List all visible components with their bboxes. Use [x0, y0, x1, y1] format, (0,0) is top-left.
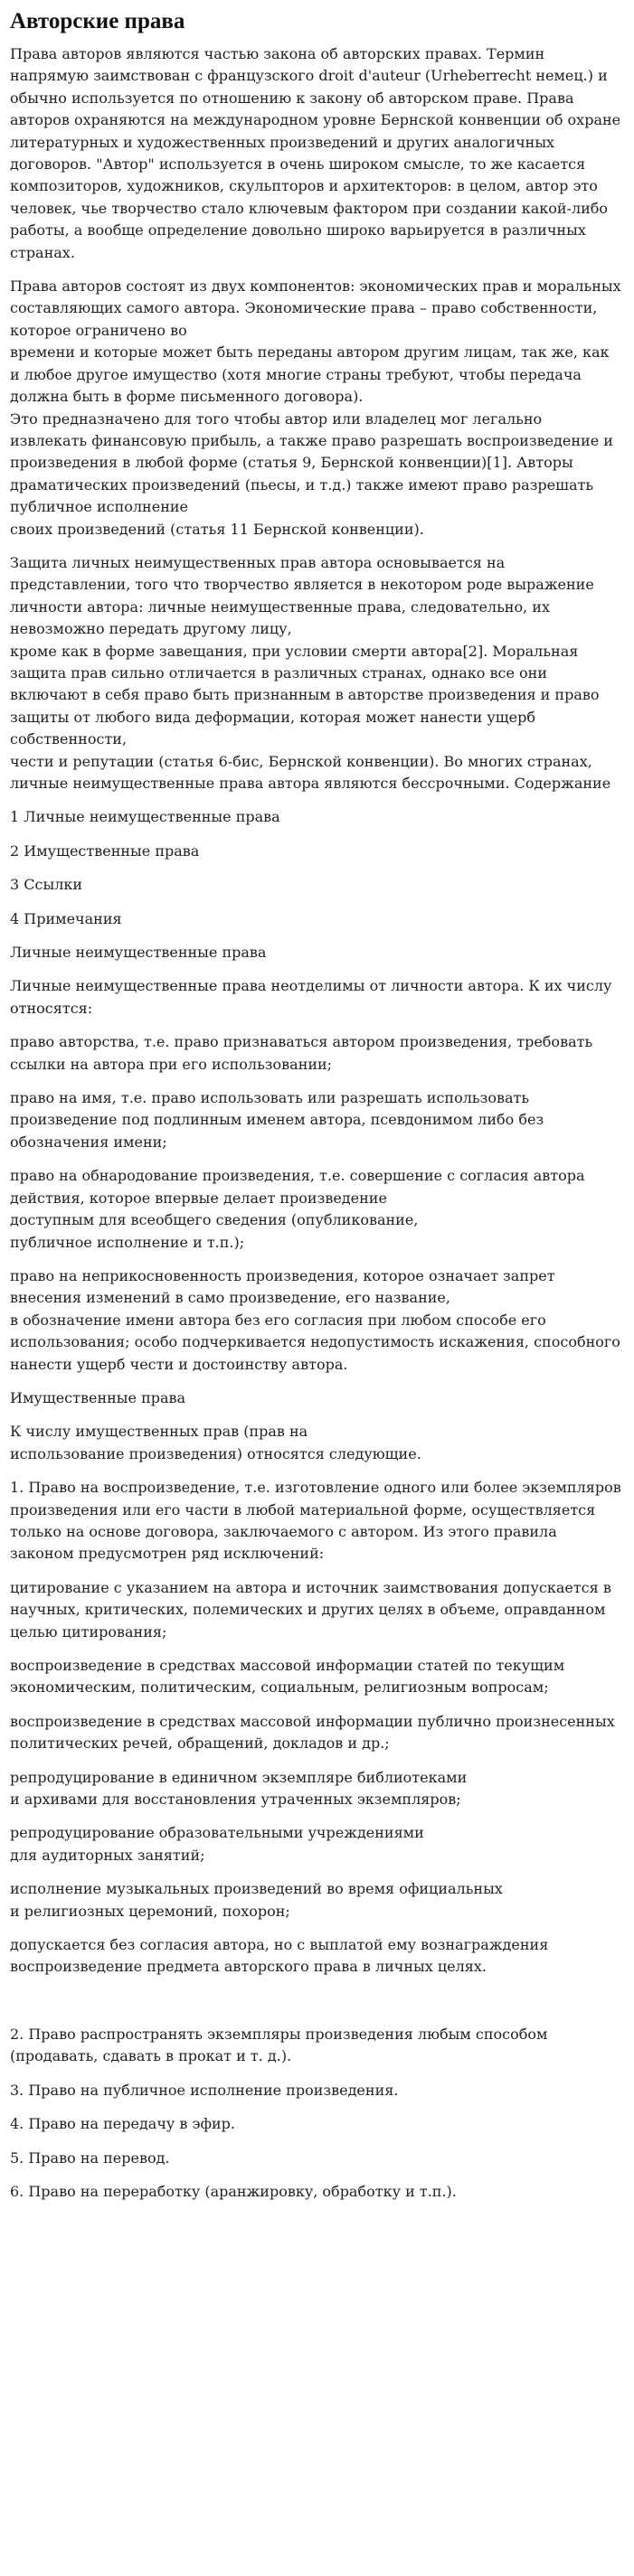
paragraph: Права авторов состоят из двух компонентов: экономических прав и моральных составляющих самого автора. Экономические права – право собственности, которое ограничено во времени и которые может быть переданы автором другим лицам, так же, как и любое другое имущество (хотя многие страны требуют, чтобы передача должна быть в форме письменного договора). Это предназначено для того чтобы автор или владелец мог легально извлекать финансовую прибыль, а также право разрешать воспроизведение и произведения в любой форме (статья 9, Бернской конвенции)[1]. Авторы драматических произведений (пьесы, и т.д.) также имеют право разрешать публичное исполнение своих произведений (статья 11 Бернской конвенции). [10, 277, 621, 538]
paragraph: репродуцирование в единичном экземпляре библиотеками и архивами для восстановления утраченных экземпляров; [10, 1768, 468, 1809]
paragraph: право на обнародование произведения, т.е. совершение с согласия автора действия, которое впервые делает произведение доступным для всеобщего сведения (опубликование, публичное исполнение и т.п.); [10, 1167, 585, 1251]
paragraph: репродуцирование образовательными учреждениями для аудиторных занятий; [10, 1824, 424, 1864]
paragraph: цитирование с указанием на автора и источник заимствования допускается в научных, критических, полемических и других целях в объеме, оправданном целью цитирования; [10, 1578, 611, 1641]
paragraph: исполнение музыкальных произведений во время официальных и религиозных церемоний, похорон; [10, 1880, 503, 1920]
paragraph: право на имя, т.е. право использовать или разрешать использовать произведение под подлинным именем автора, псевдонимом либо без обозначения имени; [10, 1089, 544, 1151]
paragraph: 2. Право распространять экземпляры произведения любым способом (продавать, сдавать в прокат и т. д.). [10, 2025, 548, 2065]
paragraph: право на неприкосновенность произведения, которое означает запрет внесения изменений в само произведение, его название, в обозначение имени автора без его согласия при любом способе его использования; особо подчеркивается недопустимость искажения, способного нанести ущерб чести и достоинству автора. [10, 1266, 620, 1373]
paragraph: Права авторов являются частью закона об авторских правах. Термин напрямую заимствован с французского droit d'auteur (Urheberrecht немец.) и обычно используется по отношению к закону об авторском праве. Права авторов охраняются на международном уровне Бернской конвенции об охране литературных и художественных произведений и других аналогичных договоров. "Автор" используется в очень широком смысле, то же касается композиторов, художников, скульпторов и архитекторов: в целом, автор это человек, чье творчество стало ключевым фактором при создании какой-либо работы, а вообще определение довольно широко варьируется в различных странах. [10, 45, 621, 261]
paragraph: 3. Право на публичное исполнение произведения. [10, 2081, 399, 2099]
paragraph: Защита личных неимущественных прав автора основывается на представлении, того что творчество является в некотором роде выражение личности автора: личные неимущественные права, следовательно, их невозможно передать другому лицу, кроме как в форме завещания, при условии смерти автора[2]. Моральная защита прав сильно отличается в различных странах, однако все они включают в себя право быть признанным в авторстве произведения и право защиты от любого вида деформации, которая может нанести ущерб собственности, чести и репутации (статья 6-бис, Бернской конвенции). Во многих странах, личные неимущественные права автора являются бессрочными. Содержание [10, 553, 611, 792]
paragraph [10, 1990, 621, 2012]
paragraph: право авторства, т.е. право признаваться автором произведения, требовать ссылки на автора при его использовании; [10, 1033, 593, 1073]
paragraph: 5. Право на перевод. [10, 2148, 170, 2167]
paragraph: К числу имущественных прав (прав на использование произведения) относятся следующие. [10, 1423, 421, 1462]
paragraph: 4 Примечания [10, 909, 122, 927]
paragraph: 3 Ссылки [10, 876, 83, 894]
paragraph: 1. Право на воспроизведение, т.е. изготовление одного или более экземпляров произведения или его части в любой материальной форме, осуществляется только на основе договора, заключаемого с автором. Из этого правила законом предусмотрен ряд исключений: [10, 1479, 621, 1563]
paragraph: допускается без согласия автора, но с выплатой ему вознаграждения воспроизведение предмета авторского права в личных целях. [10, 1936, 549, 1976]
paragraph: воспроизведение в средствах массовой информации публично произнесенных политических речей, обращений, докладов и др.; [10, 1712, 615, 1753]
page-title: Авторские права [10, 9, 185, 33]
document-body [10, 43, 621, 2203]
paragraph: 6. Право на переработку (аранжировку, обработку и т.п.). [10, 2182, 457, 2200]
paragraph: Личные неимущественные права неотделимы от личности автора. К их числу относятся: [10, 977, 612, 1017]
paragraph: Личные неимущественные права [10, 944, 267, 962]
paragraph: 4. Право на передачу в эфир. [10, 2115, 235, 2133]
paragraph: 1 Личные неимущественные права [10, 808, 280, 826]
paragraph: Имущественные права [10, 1388, 186, 1406]
paragraph: 2 Имущественные права [10, 841, 200, 860]
paragraph: воспроизведение в средствах массовой информации статей по текущим экономическим, политическим, социальным, религиозным вопросам; [10, 1657, 565, 1697]
